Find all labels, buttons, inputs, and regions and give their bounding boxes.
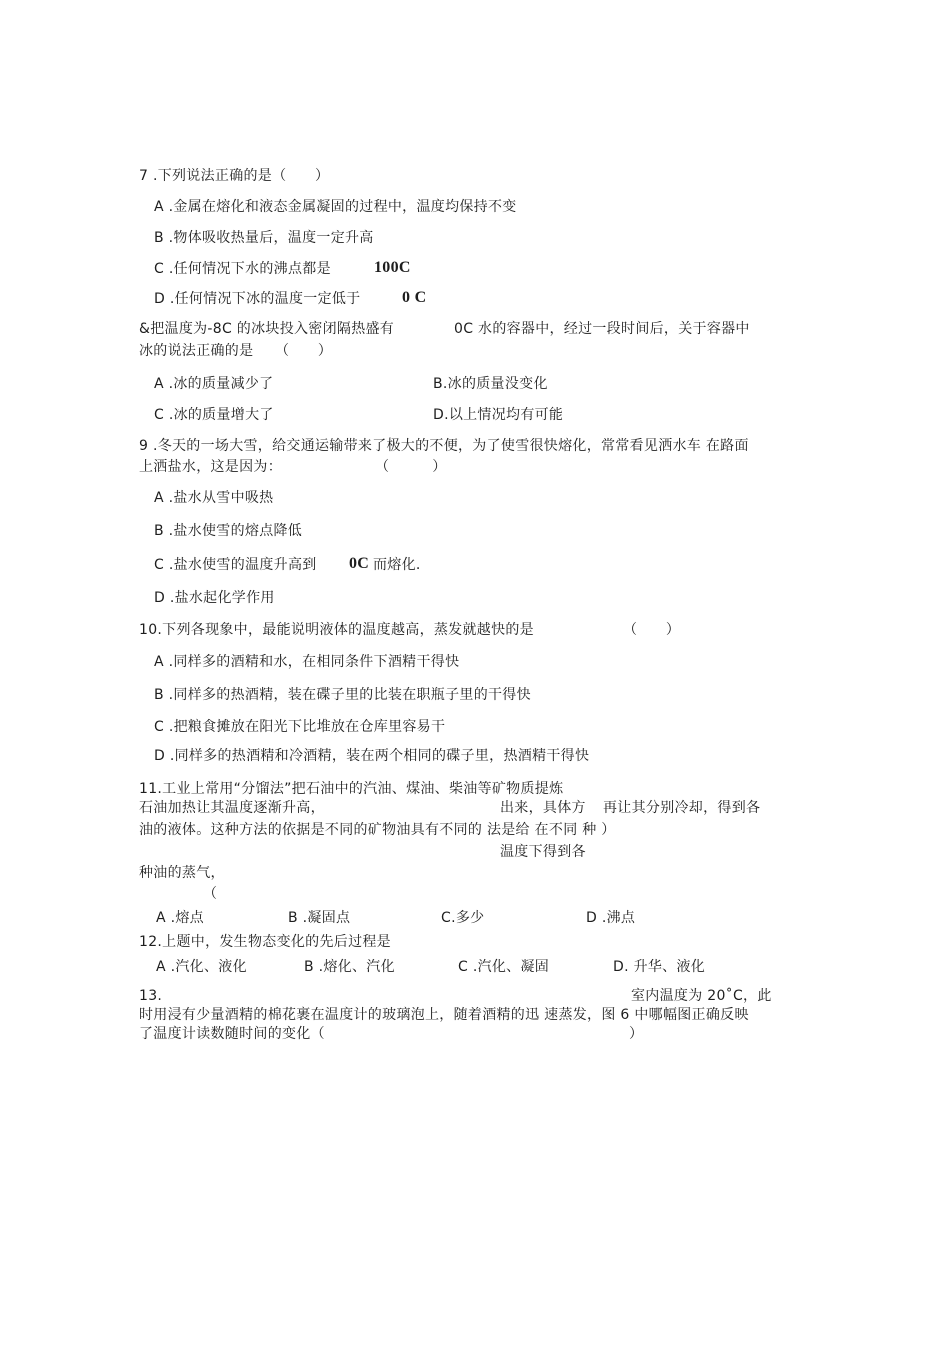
q12-option-a: A .汽化、液化	[156, 959, 247, 975]
q11-stem-line2-c: 再让其分别冷却，得到各	[603, 800, 761, 816]
q9-option-d: D .盐水起化学作用	[154, 590, 275, 606]
q11-stem-line2-a: 石油加热让其温度逐渐升高，	[139, 800, 325, 816]
q8-stem-line1-a: &把温度为-8C 的冰块投入密闭隔热盛有	[139, 321, 395, 337]
q13-number: 13.	[139, 988, 163, 1004]
q7-option-d-value: 0 C	[402, 289, 427, 306]
q7-option-b: B .物体吸收热量后，温度一定升高	[154, 230, 374, 246]
q13-stem-line1-tail: 室内温度为 20˚C，此	[631, 988, 772, 1004]
q8-option-c: C .冰的质量增大了	[154, 407, 274, 423]
q11-option-b: B .凝固点	[288, 910, 351, 926]
q8-option-b: B.冰的质量没变化	[433, 376, 548, 392]
q11-stem-line4: 温度下得到各	[500, 844, 586, 860]
q8-stem-line2: 冰的说法正确的是 （ ）	[139, 343, 333, 359]
q10-stem: 10.下列各现象中，最能说明液体的温度越高，蒸发就越快的是	[139, 622, 534, 638]
q10-option-d: D .同样多的热酒精和冷酒精，装在两个相同的碟子里，热酒精干得快	[154, 748, 590, 764]
q9-paren: （ ）	[375, 459, 447, 475]
q10-option-a: A .同样多的酒精和水，在相同条件下酒精干得快	[154, 654, 460, 670]
q9-option-c-tail: 而熔化.	[373, 557, 421, 573]
q12-option-d: D. 升华、液化	[613, 959, 706, 975]
q9-option-b: B .盐水使雪的熔点降低	[154, 523, 303, 539]
q13-stem-line2: 时用浸有少量酒精的棉花裹在温度计的玻璃泡上，随着酒精的迅 速蒸发，图 6 中哪幅图正确反映	[139, 1007, 749, 1023]
q7-stem: 7 .下列说法正确的是（ ）	[139, 168, 330, 184]
q11-stem-line2-b: 出来，具体方	[500, 800, 586, 816]
q10-option-b: B .同样多的热酒精，装在碟子里的比装在职瓶子里的干得快	[154, 687, 531, 703]
q11-stem-line1: 11.工业上常用“分馏法”把石油中的汽油、煤油、柴油等矿物质提炼	[139, 781, 564, 797]
q10-option-c: C .把粮食摊放在阳光下比堆放在仓库里容易干	[154, 719, 446, 735]
q9-option-c-value: 0C	[349, 555, 370, 572]
q11-stem-line5: 种油的蒸气，	[139, 865, 225, 881]
q11-option-c: C.多少	[441, 910, 485, 926]
q11-option-d: D .沸点	[586, 910, 636, 926]
q12-option-c: C .汽化、凝固	[458, 959, 550, 975]
q7-option-c: C .任何情况下水的沸点都是	[154, 261, 331, 277]
q10-paren: （ ）	[623, 622, 681, 638]
q8-option-a: A .冰的质量减少了	[154, 376, 274, 392]
q7-option-a: A .金属在熔化和液态金属凝固的过程中，温度均保持不变	[154, 199, 517, 215]
q9-stem-line1: 9 .冬天的一场大雪，给交通运输带来了极大的不便，为了使雪很快熔化，常常看见洒水车 在路面	[139, 438, 749, 454]
q11-stem-line3: 油的液体。这种方法的依据是不同的矿物油具有不同的 法是给 在不同 种 ）	[139, 822, 616, 838]
q8-stem-line1-b: 0C 水的容器中，经过一段时间后，关于容器中	[454, 321, 750, 337]
q12-stem: 12.上题中，发生物态变化的先后过程是	[139, 934, 391, 950]
q9-stem-line2: 上洒盐水，这是因为：	[139, 459, 282, 475]
q13-paren-close: ）	[629, 1026, 644, 1042]
q8-option-d: D.以上情况均有可能	[433, 407, 564, 423]
q11-option-a: A .熔点	[156, 910, 204, 926]
q9-option-c: C .盐水使雪的温度升高到	[154, 557, 317, 573]
q12-option-b: B .熔化、汽化	[304, 959, 395, 975]
q11-paren: （	[203, 886, 218, 902]
q13-stem-line3: 了温度计读数随时间的变化（	[139, 1026, 325, 1042]
q7-option-c-value: 100C	[374, 259, 411, 276]
q7-option-d: D .任何情况下冰的温度一定低于	[154, 291, 361, 307]
q9-option-a: A .盐水从雪中吸热	[154, 490, 274, 506]
